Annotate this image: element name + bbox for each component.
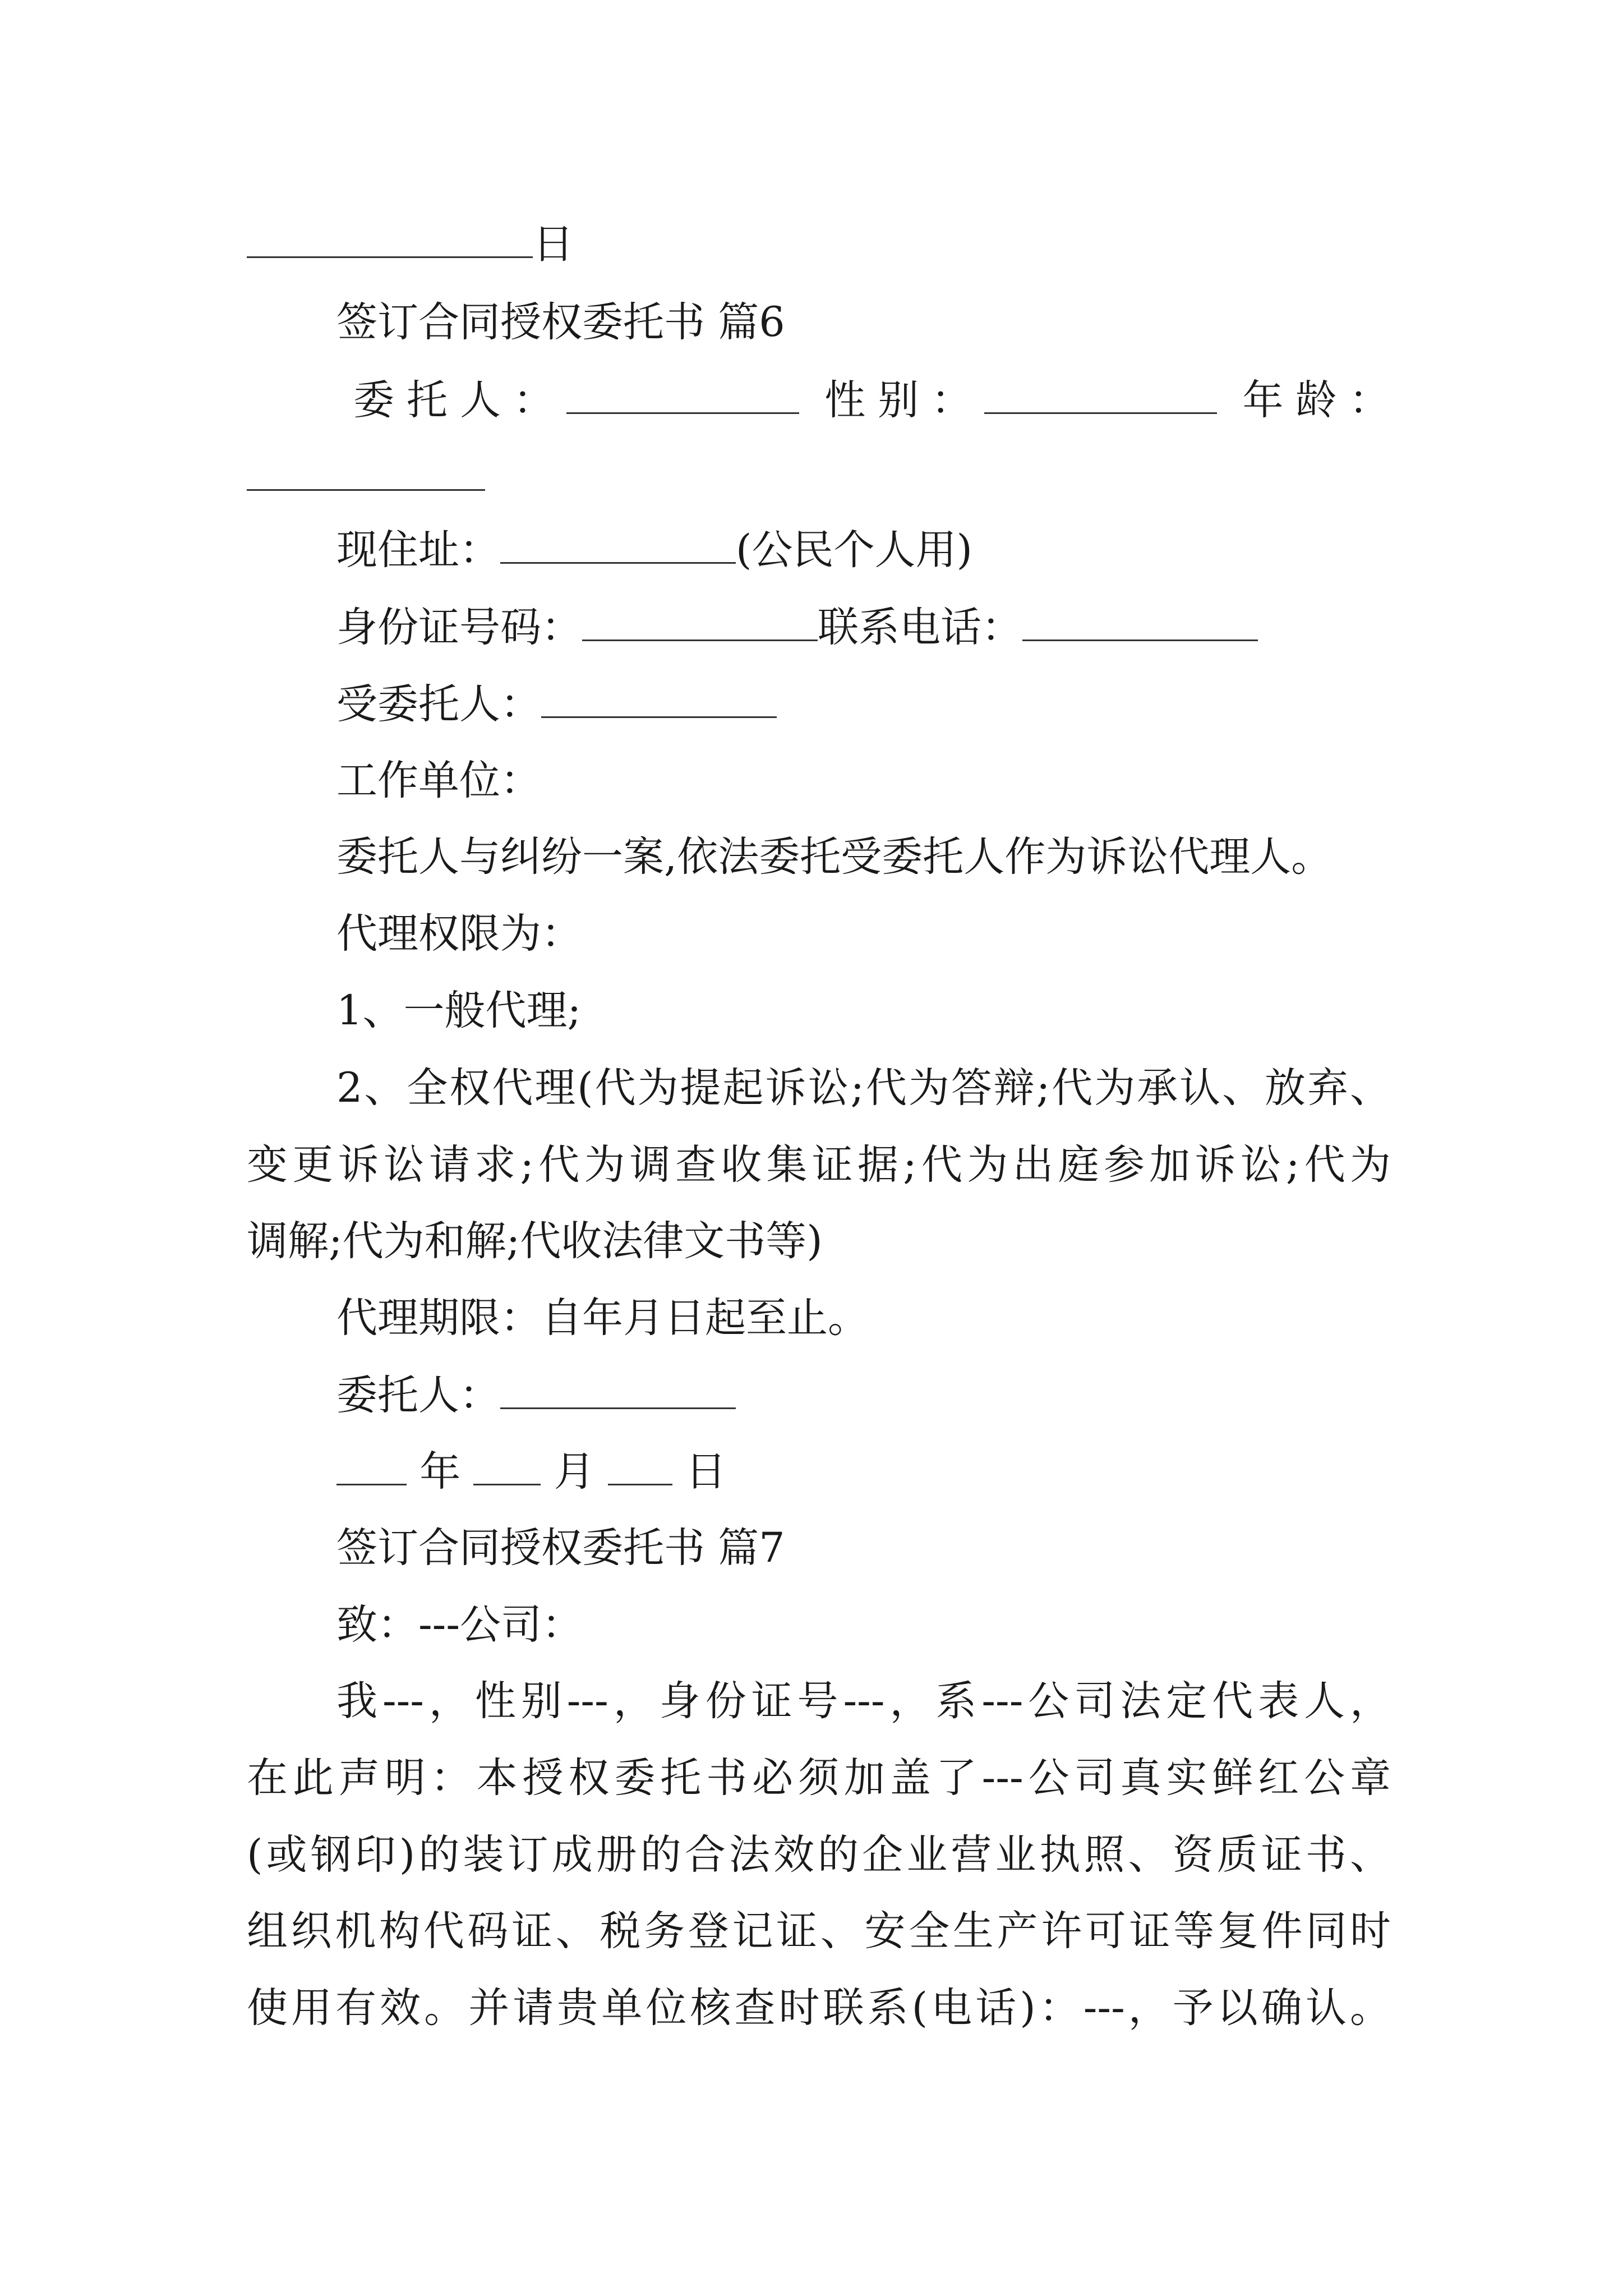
- agent-label: 受委托人：: [336, 680, 541, 728]
- sign-day-label: 日: [685, 1448, 727, 1496]
- date-day-line: [247, 216, 1391, 272]
- id-blank[interactable]: [582, 599, 818, 641]
- id-label: 身份证号码：: [336, 604, 582, 651]
- sign-day-blank[interactable]: [608, 1443, 672, 1485]
- agent-line: [336, 676, 1391, 732]
- principal-gender-age-line: [353, 372, 1408, 428]
- term-line: 代理期限：自年月日起至止。: [336, 1294, 869, 1342]
- month-label: 月: [554, 1448, 595, 1496]
- day-blank[interactable]: [247, 216, 533, 258]
- declaration-line-4: 组织机构代码证、税务登记证、安全生产许可证等复件同时: [247, 1907, 1391, 1955]
- gender-blank[interactable]: [984, 372, 1217, 414]
- principal-sign-label: 委托人：: [336, 1372, 500, 1419]
- scope-heading: 代理权限为：: [336, 910, 582, 958]
- id-phone-line: [336, 599, 1391, 655]
- declaration-line-3: (或钢印)的装订成册的合法效的企业营业执照、资质证书、: [247, 1831, 1391, 1879]
- section-heading-7: 签订合同授权委托书 篇7: [336, 1524, 785, 1572]
- declaration-line-2: 在此声明：本授权委托书必须加盖了---公司真实鲜红公章: [247, 1754, 1391, 1802]
- agent-blank[interactable]: [541, 676, 777, 718]
- phone-blank[interactable]: [1022, 599, 1258, 641]
- age-label: 年龄：: [1242, 376, 1403, 424]
- declaration-line-1: 我---，性别---，身份证号---，系---公司法定代表人，: [336, 1677, 1391, 1725]
- address-note: (公民个人用): [736, 526, 972, 574]
- age-blank[interactable]: [247, 449, 485, 491]
- section-heading-6: 签订合同授权委托书 篇6: [336, 298, 785, 346]
- month-blank[interactable]: [473, 1443, 541, 1485]
- address-line: [336, 522, 1391, 578]
- addressee-line: 致：---公司：: [336, 1601, 583, 1649]
- case-statement: 委托人与纠纷一案,依法委托受委托人作为诉讼代理人。: [336, 833, 1332, 881]
- year-blank[interactable]: [336, 1443, 407, 1485]
- address-blank[interactable]: [500, 522, 736, 564]
- gender-label: 性别：: [824, 376, 985, 424]
- address-label: 现住址：: [336, 526, 500, 574]
- principal-sign-line: [336, 1367, 1391, 1423]
- scope-item-1: 1、一般代理;: [336, 987, 582, 1034]
- principal-sign-blank[interactable]: [500, 1367, 736, 1409]
- declaration-line-5: 使用有效。并请贵单位核查时联系(电话)：---，予以确认。: [247, 1984, 1391, 2032]
- sign-date-line: [336, 1443, 1391, 1499]
- principal-blank[interactable]: [566, 372, 799, 414]
- principal-label: 委托人：: [353, 376, 566, 424]
- scope-item-2a: 2、全权代理(代为提起诉讼;代为答辩;代为承认、放弃、: [336, 1064, 1391, 1112]
- scope-item-2b: 变更诉讼请求;代为调查收集证据;代为出庭参加诉讼;代为: [247, 1141, 1391, 1189]
- day-label: 日: [533, 220, 574, 268]
- age-blank-line: [247, 449, 1391, 505]
- phone-label: 联系电话：: [818, 604, 1022, 651]
- workplace-line: 工作单位：: [336, 757, 541, 804]
- year-label: 年: [419, 1448, 461, 1496]
- scope-item-2c: 调解;代为和解;代收法律文书等): [247, 1217, 823, 1265]
